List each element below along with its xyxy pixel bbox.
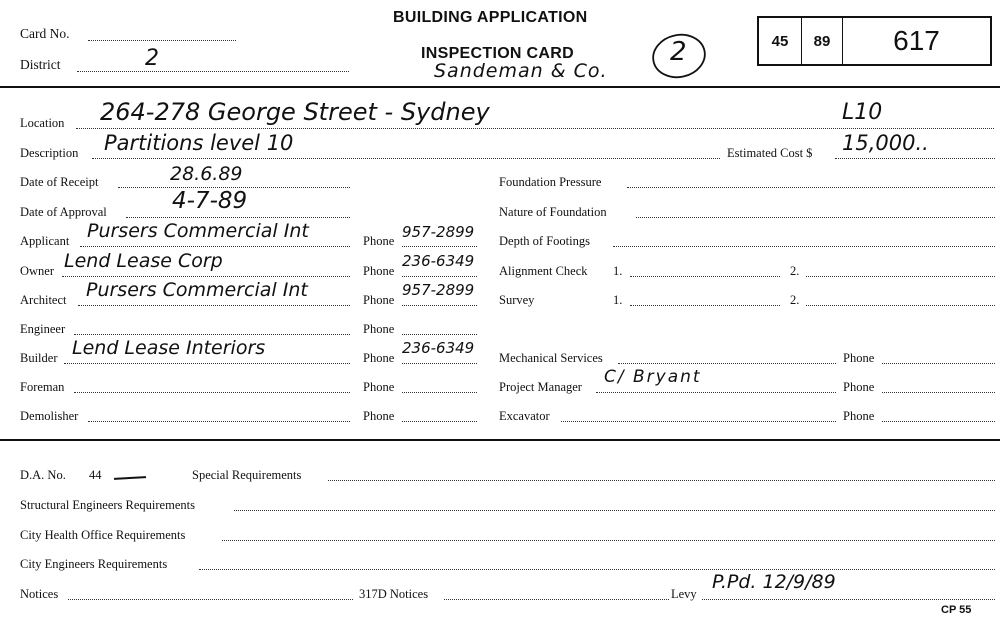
survey-opt1: 1.: [613, 293, 623, 307]
da-no-value: 44: [89, 468, 102, 482]
form-title-line1: BUILDING APPLICATION: [393, 9, 588, 26]
architect-value: Pursers Commercial Int: [86, 279, 308, 301]
excavator-label: Excavator: [499, 409, 550, 423]
excavator-phone-label: Phone: [843, 409, 875, 423]
description-label: Description: [20, 146, 79, 160]
levy-label: Levy: [671, 587, 697, 601]
mechanical-services-phone-label: Phone: [843, 351, 875, 365]
alignment-check-opt2: 2.: [790, 264, 800, 278]
builder-phone-label: Phone: [363, 351, 395, 365]
alignment-check-field-1[interactable]: [630, 276, 780, 277]
form-title-line2: INSPECTION CARD: [421, 45, 574, 62]
owner-phone-field[interactable]: [402, 276, 477, 277]
mechanical-services-phone-field[interactable]: [882, 363, 995, 364]
structural-engineers-field[interactable]: [234, 510, 995, 511]
engineer-label: Engineer: [20, 322, 66, 336]
project-manager-phone-field[interactable]: [882, 392, 995, 393]
da-no-dash-mark: [114, 476, 146, 480]
district-label: District: [20, 57, 61, 72]
builder-phone: 236-6349: [402, 339, 475, 357]
alignment-check-label: Alignment Check: [499, 264, 588, 278]
location-label: Location: [20, 116, 65, 130]
builder-value: Lend Lease Interiors: [72, 337, 266, 359]
project-manager-field[interactable]: [596, 392, 836, 393]
applicant-field[interactable]: [80, 246, 350, 247]
architect-phone-field[interactable]: [402, 305, 477, 306]
notices-label: Notices: [20, 587, 59, 601]
levy-field[interactable]: [702, 599, 995, 600]
owner-field[interactable]: [62, 276, 350, 277]
number-part-3: 617: [893, 25, 940, 56]
engineer-field[interactable]: [74, 334, 350, 335]
city-engineers-label: City Engineers Requirements: [20, 557, 168, 571]
handwritten-firm-name: Sandeman & Co.: [434, 60, 608, 82]
mechanical-services-label: Mechanical Services: [499, 351, 603, 365]
architect-field[interactable]: [78, 305, 350, 306]
nature-of-foundation-field[interactable]: [636, 217, 995, 218]
description-field[interactable]: [92, 158, 720, 159]
demolisher-phone-field[interactable]: [402, 421, 477, 422]
owner-value: Lend Lease Corp: [64, 250, 223, 272]
foreman-phone-field[interactable]: [402, 392, 477, 393]
foundation-pressure-label: Foundation Pressure: [499, 175, 602, 189]
notices-317d-label: 317D Notices: [359, 587, 429, 601]
date-of-approval-label: Date of Approval: [20, 205, 107, 219]
applicant-phone-field[interactable]: [402, 246, 477, 247]
notices-317d-field[interactable]: [444, 599, 669, 600]
owner-label: Owner: [20, 264, 55, 278]
description-value: Partitions level 10: [104, 131, 294, 155]
application-number-box: [757, 16, 992, 66]
architect-phone-label: Phone: [363, 293, 395, 307]
foundation-pressure-field[interactable]: [627, 187, 995, 188]
builder-field[interactable]: [64, 363, 350, 364]
notices-field[interactable]: [68, 599, 353, 600]
city-health-label: City Health Office Requirements: [20, 528, 186, 542]
foreman-field[interactable]: [74, 392, 350, 393]
builder-phone-field[interactable]: [402, 363, 477, 364]
excavator-field[interactable]: [561, 421, 836, 422]
alignment-check-field-2[interactable]: [806, 276, 995, 277]
lower-divider: [0, 439, 1000, 441]
project-manager-label: Project Manager: [499, 380, 582, 394]
depth-of-footings-field[interactable]: [613, 246, 995, 247]
date-of-approval-field[interactable]: [126, 217, 350, 218]
owner-phone: 236-6349: [402, 252, 475, 270]
form-code: CP 55: [941, 604, 972, 616]
estimated-cost-label: Estimated Cost $: [727, 146, 813, 160]
header-divider: [0, 86, 1000, 88]
location-value: 264-278 George Street - Sydney: [100, 98, 490, 126]
project-manager-value: C/ Bryant: [604, 367, 702, 387]
project-manager-phone-label: Phone: [843, 380, 875, 394]
district-value: 2: [145, 46, 159, 71]
city-engineers-field[interactable]: [199, 569, 995, 570]
card-no-label: Card No.: [20, 26, 70, 41]
survey-label: Survey: [499, 293, 535, 307]
survey-field-2[interactable]: [806, 305, 995, 306]
foreman-label: Foreman: [20, 380, 65, 394]
survey-field-1[interactable]: [630, 305, 780, 306]
demolisher-phone-label: Phone: [363, 409, 395, 423]
builder-label: Builder: [20, 351, 58, 365]
architect-phone: 957-2899: [402, 281, 475, 299]
owner-phone-label: Phone: [363, 264, 395, 278]
level-value: L10: [842, 100, 883, 125]
alignment-check-opt1: 1.: [613, 264, 623, 278]
date-of-receipt-value: 28.6.89: [170, 163, 243, 185]
levy-value: P.Pd. 12/9/89: [712, 571, 836, 593]
demolisher-label: Demolisher: [20, 409, 79, 423]
excavator-phone-field[interactable]: [882, 421, 995, 422]
date-of-approval-value: 4-7-89: [172, 188, 248, 214]
survey-opt2: 2.: [790, 293, 800, 307]
applicant-phone: 957-2899: [402, 223, 475, 241]
nature-of-foundation-label: Nature of Foundation: [499, 205, 607, 219]
district-field[interactable]: [77, 71, 349, 72]
mechanical-services-field[interactable]: [618, 363, 836, 364]
applicant-value: Pursers Commercial Int: [87, 220, 309, 242]
engineer-phone-field[interactable]: [402, 334, 477, 335]
depth-of-footings-label: Depth of Footings: [499, 234, 590, 248]
demolisher-field[interactable]: [88, 421, 350, 422]
date-of-receipt-label: Date of Receipt: [20, 175, 99, 189]
card-no-field[interactable]: [88, 40, 236, 41]
city-health-field[interactable]: [222, 540, 995, 541]
engineer-phone-label: Phone: [363, 322, 395, 336]
structural-engineers-label: Structural Engineers Requirements: [20, 498, 195, 512]
number-part-1: 45: [759, 18, 802, 64]
da-no-label: D.A. No.: [20, 468, 66, 482]
foreman-phone-label: Phone: [363, 380, 395, 394]
special-requirements-label: Special Requirements: [192, 468, 302, 482]
estimated-cost-value: 15,000..: [842, 131, 929, 155]
circled-number: 2: [670, 37, 687, 67]
architect-label: Architect: [20, 293, 67, 307]
applicant-phone-label: Phone: [363, 234, 395, 248]
special-requirements-field[interactable]: [328, 480, 995, 481]
location-field[interactable]: [76, 128, 994, 129]
applicant-label: Applicant: [20, 234, 70, 248]
estimated-cost-field[interactable]: [835, 158, 995, 159]
number-part-2: 89: [802, 18, 843, 64]
